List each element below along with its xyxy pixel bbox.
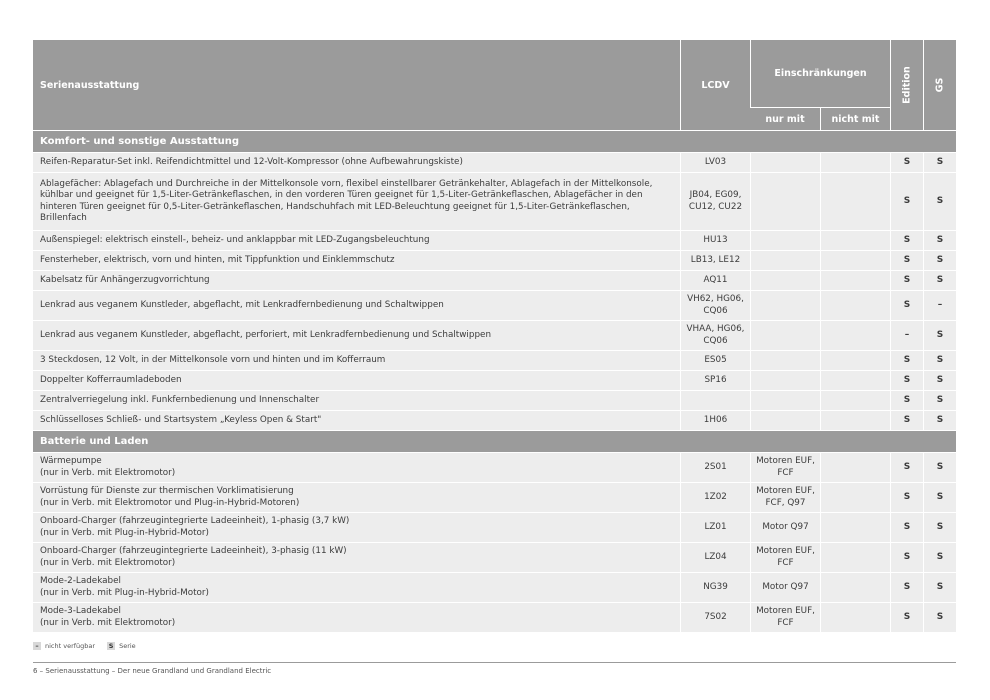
row-only-with: Motoren EUF, FCF	[750, 602, 820, 632]
table-row	[33, 270, 956, 290]
row-description-note: (nur in Verb. mit Elektromotor und Plug-in-Hybrid-Motoren)	[40, 497, 300, 508]
row-edition: S	[890, 230, 923, 250]
section-header	[33, 130, 956, 152]
table-row	[33, 542, 956, 572]
row-lcdv	[680, 390, 750, 410]
row-gs: S	[923, 230, 956, 250]
row-description: Reifen-Reparatur-Set inkl. Reifendichtmittel und 12-Volt-Kompressor (ohne Aufbewahrungskiste)	[33, 152, 680, 172]
row-description-note: (nur in Verb. mit Plug-in-Hybrid-Motor)	[40, 527, 209, 538]
page-footer: 6 – Serienausstattung – Der neue Grandland und Grandland Electric	[33, 667, 272, 675]
row-gs: S	[923, 152, 956, 172]
header-lcdv: LCDV	[680, 40, 750, 130]
row-not-with	[820, 370, 890, 390]
row-not-with	[820, 290, 890, 320]
row-description-note: (nur in Verb. mit Plug-in-Hybrid-Motor)	[40, 587, 209, 598]
row-only-with	[750, 390, 820, 410]
row-description-note: (nur in Verb. mit Elektromotor)	[40, 617, 176, 628]
header-gs-label: GS	[934, 77, 946, 93]
row-not-with	[820, 152, 890, 172]
section-title: Komfort- und sonstige Ausstattung	[33, 130, 956, 152]
row-edition: S	[890, 410, 923, 430]
row-description: 3 Steckdosen, 12 Volt, in der Mittelkonsole vorn und hinten und im Kofferraum	[33, 350, 680, 370]
row-lcdv: ES05	[680, 350, 750, 370]
row-only-with	[750, 250, 820, 270]
row-description: Lenkrad aus veganem Kunstleder, abgeflacht, mit Lenkradfernbedienung und Schaltwippen	[33, 290, 680, 320]
row-lcdv: 7S02	[680, 602, 750, 632]
row-only-with	[750, 152, 820, 172]
header-edition-label: Edition	[901, 66, 913, 104]
row-only-with	[750, 410, 820, 430]
row-lcdv: 2S01	[680, 452, 750, 482]
row-edition: S	[890, 152, 923, 172]
row-only-with: Motoren EUF, FCF, Q97	[750, 482, 820, 512]
table-row	[33, 172, 956, 230]
table-row	[33, 350, 956, 370]
row-lcdv: HU13	[680, 230, 750, 250]
row-description-main: Mode-2-Ladekabel	[40, 576, 121, 586]
row-edition: S	[890, 572, 923, 602]
row-description: Fensterheber, elektrisch, vorn und hinten, mit Tippfunktion und Einklemmschutz	[33, 250, 680, 270]
row-gs: S	[923, 172, 956, 230]
row-only-with	[750, 230, 820, 250]
row-lcdv: VH62, HG06, CQ06	[680, 290, 750, 320]
row-edition: S	[890, 172, 923, 230]
row-description	[33, 602, 680, 632]
row-gs: S	[923, 370, 956, 390]
table-header	[33, 40, 956, 107]
row-only-with	[750, 270, 820, 290]
table-row	[33, 390, 956, 410]
row-edition: S	[890, 270, 923, 290]
row-description: Außenspiegel: elektrisch einstell-, beheiz- und anklappbar mit LED-Zugangsbeleuchtung	[33, 230, 680, 250]
row-gs: S	[923, 602, 956, 632]
legend-item-not-available	[33, 642, 95, 650]
table-row	[33, 512, 956, 542]
header-only-with: nur mit	[750, 107, 820, 130]
header-edition	[890, 40, 923, 130]
row-edition: –	[890, 320, 923, 350]
row-not-with	[820, 320, 890, 350]
row-edition: S	[890, 452, 923, 482]
legend-label: Serie	[119, 642, 136, 650]
section-title: Batterie und Laden	[33, 430, 956, 452]
row-description-note: (nur in Verb. mit Elektromotor)	[40, 467, 176, 478]
row-edition: S	[890, 542, 923, 572]
row-not-with	[820, 172, 890, 230]
header-restrictions: Einschränkungen	[750, 40, 890, 107]
row-description: Kabelsatz für Anhängerzugvorrichtung	[33, 270, 680, 290]
row-lcdv: SP16	[680, 370, 750, 390]
row-only-with	[750, 172, 820, 230]
row-gs: S	[923, 542, 956, 572]
header-description: Serienausstattung	[33, 40, 680, 130]
row-gs: S	[923, 572, 956, 602]
s-symbol: S	[108, 642, 114, 650]
row-gs: –	[923, 290, 956, 320]
row-description: Zentralverriegelung inkl. Funkfernbedienung und Innenschalter	[33, 390, 680, 410]
row-edition: S	[890, 250, 923, 270]
table-row	[33, 410, 956, 430]
row-description	[33, 512, 680, 542]
row-edition: S	[890, 602, 923, 632]
row-not-with	[820, 350, 890, 370]
row-edition: S	[890, 482, 923, 512]
row-not-with	[820, 512, 890, 542]
row-description-main: Wärmepumpe	[40, 456, 102, 466]
row-gs: S	[923, 410, 956, 430]
table-row	[33, 250, 956, 270]
row-edition: S	[890, 370, 923, 390]
row-lcdv: 1H06	[680, 410, 750, 430]
row-lcdv: LZ01	[680, 512, 750, 542]
row-lcdv: LZ04	[680, 542, 750, 572]
row-gs: S	[923, 270, 956, 290]
row-not-with	[820, 390, 890, 410]
table-row	[33, 452, 956, 482]
legend-label: nicht verfügbar	[45, 642, 96, 650]
row-description	[33, 542, 680, 572]
equipment-table	[33, 40, 956, 632]
table-row	[33, 152, 956, 172]
row-lcdv: LV03	[680, 152, 750, 172]
table-row	[33, 370, 956, 390]
row-only-with	[750, 290, 820, 320]
row-not-with	[820, 230, 890, 250]
row-description	[33, 572, 680, 602]
row-description-main: Mode-3-Ladekabel	[40, 606, 121, 616]
row-gs: S	[923, 350, 956, 370]
row-lcdv: JB04, EG09, CU12, CU22	[680, 172, 750, 230]
row-only-with	[750, 350, 820, 370]
row-gs: S	[923, 390, 956, 410]
row-description-note: (nur in Verb. mit Elektromotor)	[40, 557, 176, 568]
table-row	[33, 230, 956, 250]
row-description	[33, 452, 680, 482]
row-description: Ablagefächer: Ablagefach und Durchreiche in der Mittelkonsole vorn, flexibel einstellbarer Getränkehalter, Ablagefach in der Mittelkonsole, kühlbar und geeignet für 1,5-Liter-Getränkeflaschen, in den vorderen Türen geeignet für 1,5-Liter-Getränkeflaschen, Ablagefächer in den hinteren Türen geeignet für 0,5-Liter-Getränkeflaschen, Handschuhfach mit LED-Beleuchtung geeignet für 1,5-Liter-Getränkeflaschen, Brillenfach	[33, 172, 680, 230]
row-only-with: Motor Q97	[750, 512, 820, 542]
table-row	[33, 482, 956, 512]
row-not-with	[820, 572, 890, 602]
section-header	[33, 430, 956, 452]
row-description-main: Onboard-Charger (fahrzeugintegrierte Ladeeinheit), 1-phasig (3,7 kW)	[40, 516, 350, 526]
row-only-with: Motoren EUF, FCF	[750, 542, 820, 572]
row-edition: S	[890, 390, 923, 410]
row-only-with: Motoren EUF, FCF	[750, 452, 820, 482]
row-gs: S	[923, 250, 956, 270]
row-lcdv: LB13, LE12	[680, 250, 750, 270]
row-description: Schlüsselloses Schließ- und Startsystem „Keyless Open & Start"	[33, 410, 680, 430]
table-row	[33, 602, 956, 632]
legend	[33, 642, 136, 650]
row-gs: S	[923, 482, 956, 512]
row-description: Doppelter Kofferraumladeboden	[33, 370, 680, 390]
table-row	[33, 320, 956, 350]
row-not-with	[820, 542, 890, 572]
row-lcdv: AQ11	[680, 270, 750, 290]
row-not-with	[820, 410, 890, 430]
header-gs	[923, 40, 956, 130]
row-lcdv: 1Z02	[680, 482, 750, 512]
row-description-main: Onboard-Charger (fahrzeugintegrierte Ladeeinheit), 3-phasig (11 kW)	[40, 546, 347, 556]
row-description-main: Vorrüstung für Dienste zur thermischen Vorklimatisierung	[40, 486, 294, 496]
row-not-with	[820, 482, 890, 512]
row-not-with	[820, 250, 890, 270]
header-not-with: nicht mit	[820, 107, 890, 130]
row-gs: S	[923, 512, 956, 542]
row-not-with	[820, 270, 890, 290]
row-gs: S	[923, 452, 956, 482]
row-lcdv: VHAA, HG06, CQ06	[680, 320, 750, 350]
row-only-with: Motor Q97	[750, 572, 820, 602]
row-only-with	[750, 370, 820, 390]
row-edition: S	[890, 290, 923, 320]
row-only-with	[750, 320, 820, 350]
row-not-with	[820, 452, 890, 482]
footer-divider	[33, 662, 956, 663]
row-gs: S	[923, 320, 956, 350]
row-not-with	[820, 602, 890, 632]
row-description: Lenkrad aus veganem Kunstleder, abgeflacht, perforiert, mit Lenkradfernbedienung und Schaltwippen	[33, 320, 680, 350]
row-lcdv: NG39	[680, 572, 750, 602]
table-row	[33, 290, 956, 320]
table-row	[33, 572, 956, 602]
row-description	[33, 482, 680, 512]
dash-symbol: –	[33, 642, 41, 650]
row-edition: S	[890, 512, 923, 542]
legend-item-series	[107, 642, 136, 650]
row-edition: S	[890, 350, 923, 370]
